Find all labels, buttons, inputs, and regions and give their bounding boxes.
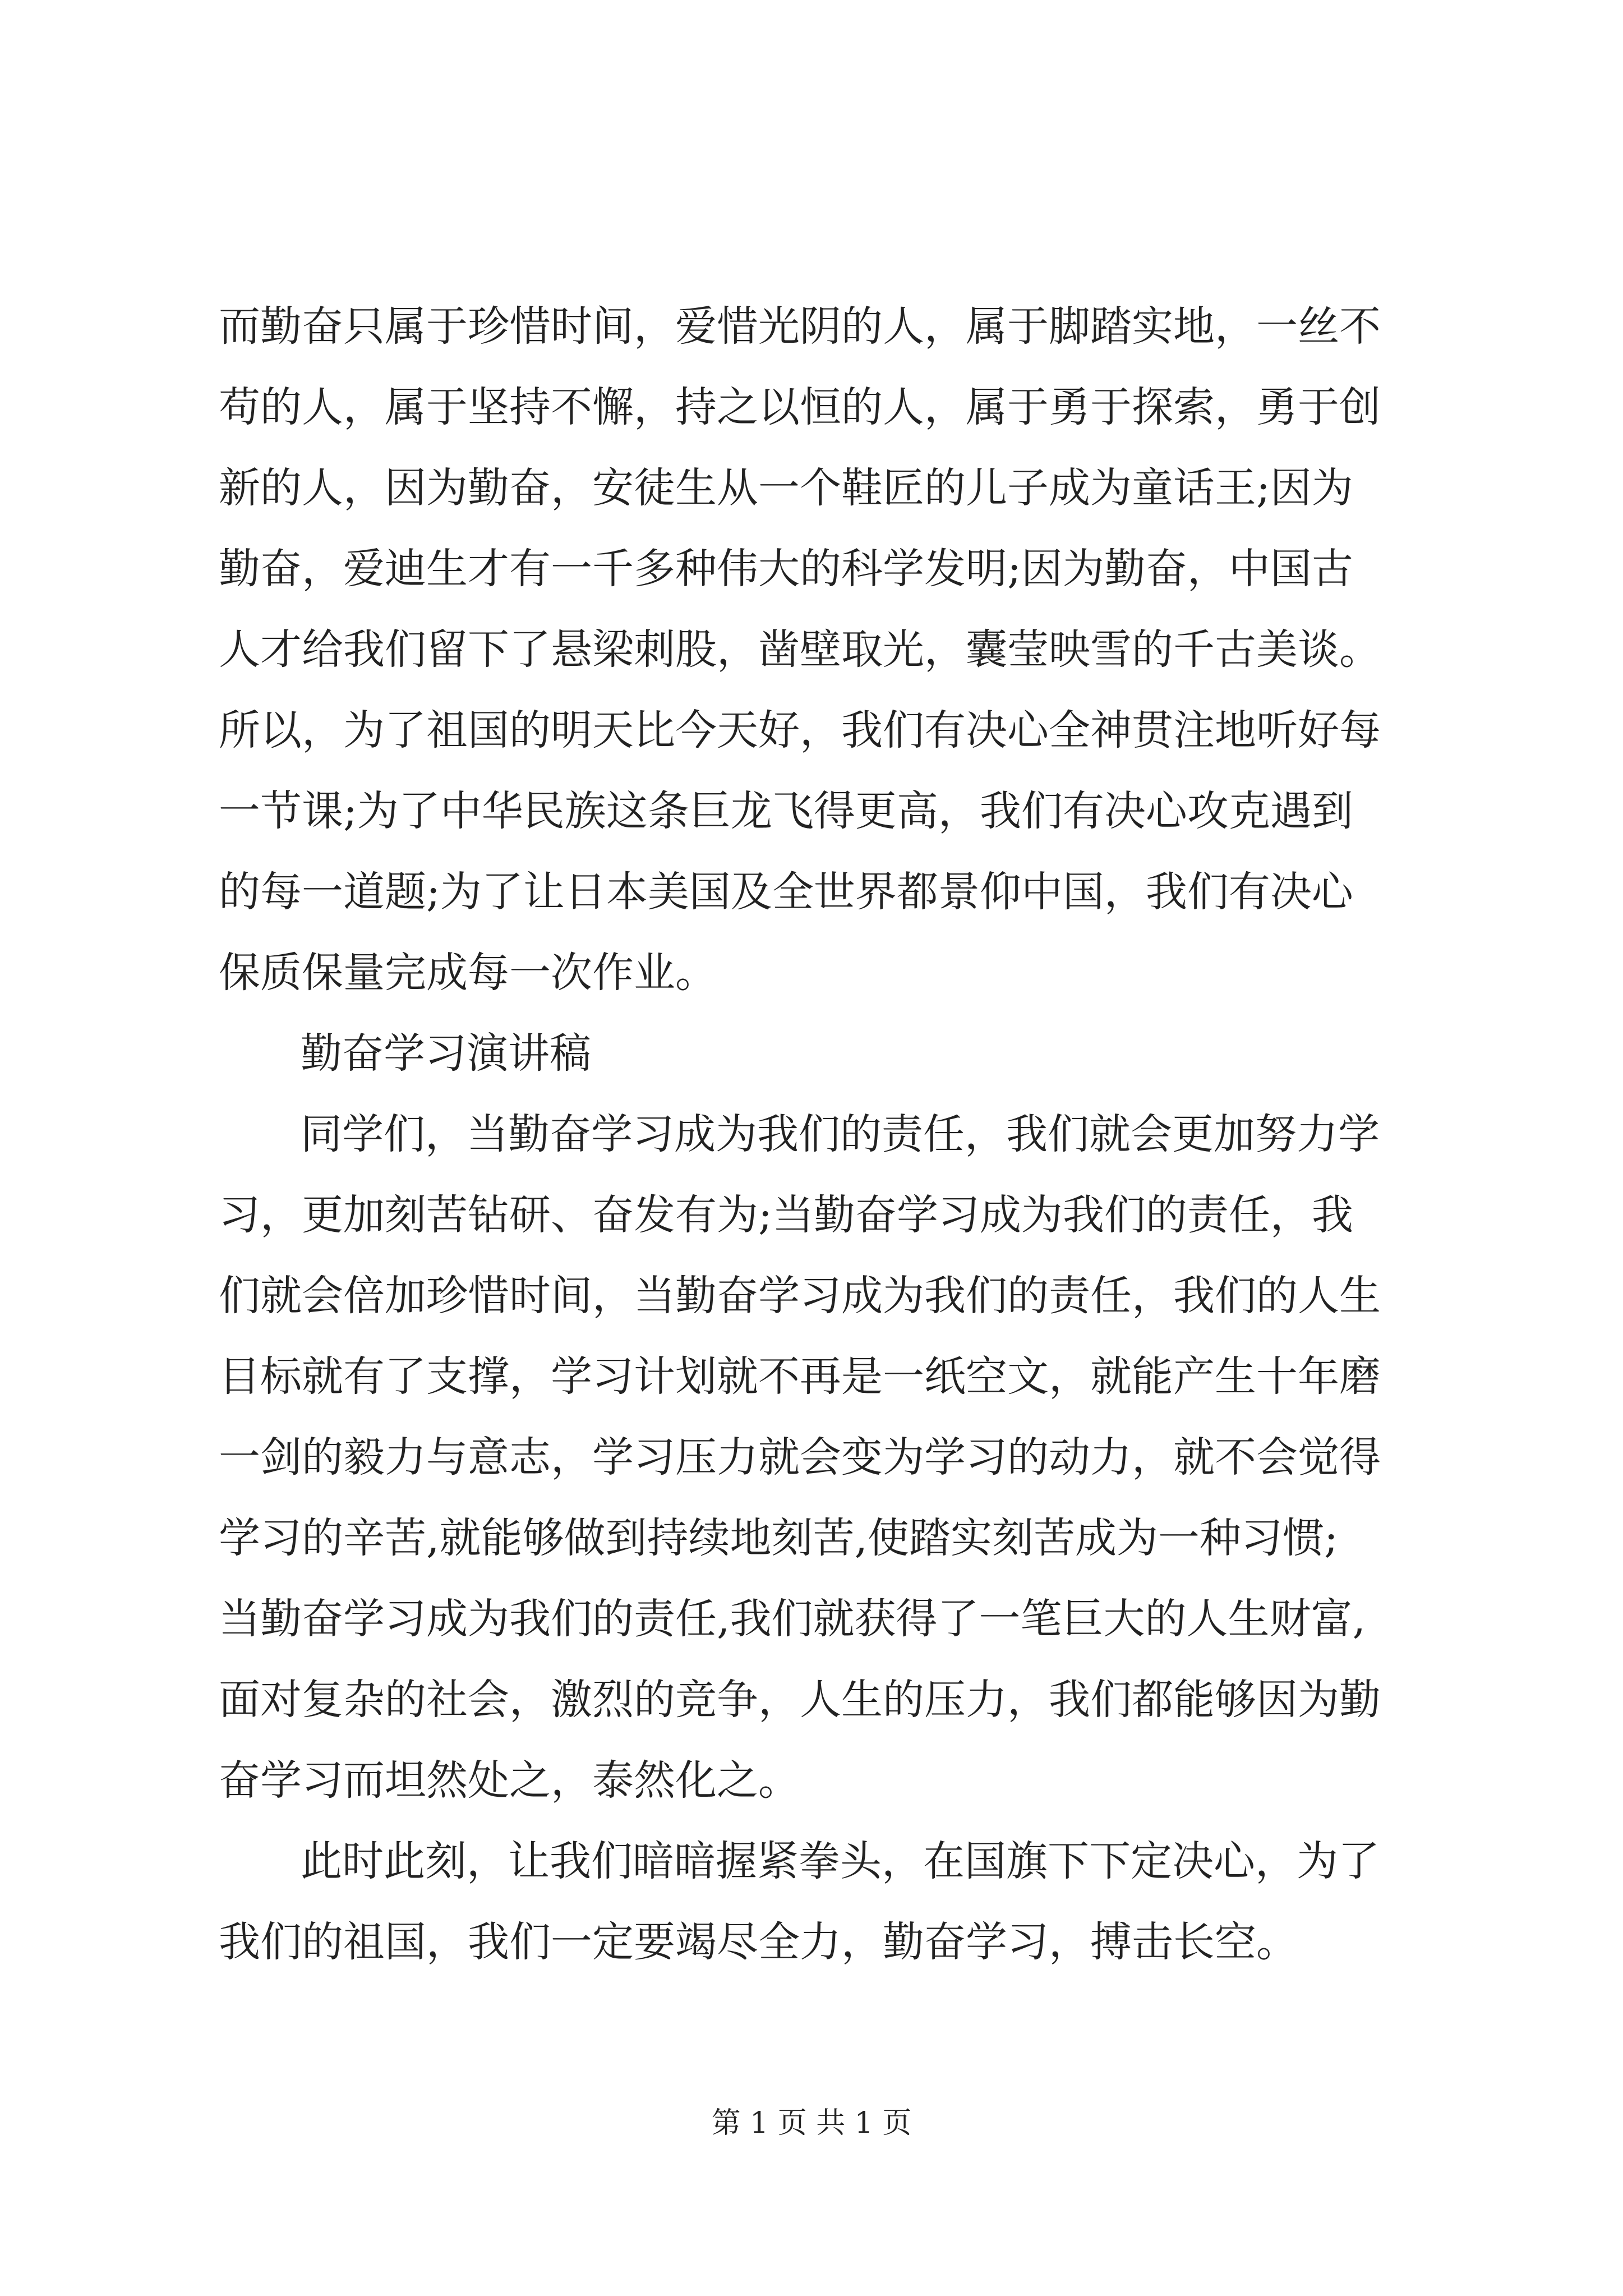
- body-text-line: 目标就有了支撑，学习计划就不再是一纸空文，就能产生十年磨: [219, 1352, 1381, 1401]
- body-text-line: 奋学习而坦然处之，泰然化之。: [219, 1756, 800, 1805]
- section-heading: 勤奋学习演讲稿: [301, 1029, 591, 1078]
- body-text-line: 学习的辛苦,就能够做到持续地刻苦,使踏实刻苦成为一种习惯;: [219, 1514, 1338, 1562]
- body-text-line: 的每一道题;为了让日本美国及全世界都景仰中国，我们有决心: [219, 868, 1353, 916]
- body-text-line: 勤奋，爱迪生才有一千多种伟大的科学发明;因为勤奋，中国古: [219, 545, 1353, 593]
- page-number-footer: 第 1 页 共 1 页: [711, 2106, 912, 2140]
- body-text-line: 习，更加刻苦钻研、奋发有为;当勤奋学习成为我们的责任，我: [219, 1191, 1353, 1239]
- body-text-line: 面对复杂的社会，激烈的竞争，人生的压力，我们都能够因为勤: [219, 1676, 1381, 1724]
- body-text-line: 所以，为了祖国的明天比今天好，我们有决心全神贯注地听好每: [219, 706, 1381, 754]
- body-text-line: 新的人，因为勤奋，安徒生从一个鞋匠的儿子成为童话王;因为: [219, 464, 1353, 512]
- body-text-line: 当勤奋学习成为我们的责任,我们就获得了一笔巨大的人生财富,: [219, 1595, 1366, 1643]
- body-text-line: 们就会倍加珍惜时间，当勤奋学习成为我们的责任，我们的人生: [219, 1272, 1381, 1320]
- body-text-line: 而勤奋只属于珍惜时间，爱惜光阴的人，属于脚踏实地，一丝不: [219, 302, 1381, 351]
- body-text-line: 同学们，当勤奋学习成为我们的责任，我们就会更加努力学: [301, 1110, 1380, 1158]
- body-text-line: 一节课;为了中华民族这条巨龙飞得更高，我们有决心攻克遇到: [219, 787, 1353, 835]
- body-text-line: 此时此刻，让我们暗暗握紧拳头，在国旗下下定决心，为了: [301, 1837, 1380, 1885]
- body-text-line: 我们的祖国，我们一定要竭尽全力，勤奋学习，搏击长空。: [219, 1918, 1298, 1966]
- body-text-line: 苟的人，属于坚持不懈，持之以恒的人，属于勇于探索，勇于创: [219, 383, 1381, 431]
- body-text-line: 人才给我们留下了悬梁刺股，凿壁取光，囊莹映雪的千古美谈。: [219, 625, 1381, 674]
- body-text-line: 一剑的毅力与意志，学习压力就会变为学习的动力，就不会觉得: [219, 1433, 1381, 1481]
- body-text-line: 保质保量完成每一次作业。: [219, 949, 717, 997]
